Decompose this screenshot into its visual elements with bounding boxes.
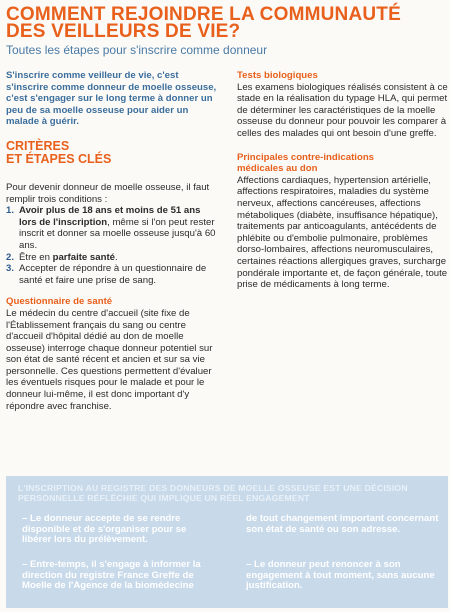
- step-bold: Avoir plus de 18 ans et moins de 51 ans lors de l'inscription: [19, 205, 201, 228]
- engagement-box: [6, 476, 448, 608]
- contraindications-heading: [237, 152, 449, 175]
- engagement-item-1: – Le donneur accepte de se rendre disponible et de s'organiser pour se libérer lors du prélèvement.: [22, 513, 187, 546]
- list-item: [6, 263, 218, 286]
- list-item: [6, 205, 218, 251]
- contraindications-heading-line-2: médicales au don: [237, 163, 318, 175]
- engagement-item-2: – Entre-temps, il s'engage à informer la direction du registre France Greffe de Moelle de l'Agence de la biomédecine: [22, 559, 201, 592]
- list-item: [6, 252, 218, 264]
- left-column: [6, 70, 218, 424]
- criteria-list: [6, 205, 218, 286]
- step-text: Être en: [19, 251, 53, 263]
- step-text: Accepter de répondre à un questionnaire de santé et faire une prise de sang.: [19, 263, 207, 286]
- questionnaire-text: Le médecin du centre d'accueil (site fixe de l'Établissement français du sang ou centre d'accueil d'hôpital dédié au don de moelle osseuse) interroge chaque donneur potentiel sur son état de santé récent et ancien et sur sa vie personnelle. Ces questions permettent d'évaluer les éventuels risques pour le malade et pour le donneur lui-même, il est donc important d'y répondre avec franchise.: [6, 307, 213, 412]
- contraindications-text: Affections cardiaques, hypertension artérielle, affections respiratoires, maladies du système nerveux, affections cancéreuses, affections métaboliques (diabète, insuffisance hépatique), traitements par anticoagulants, antécédents de phlébite ou d'embolie pulmonaire, problèmes dorso-lombaires, affections neuromusculaires, certaines réactions allergiques graves, surcharge pondérale importante et, de façon générale, toute prise de médicaments à long terme.: [237, 174, 448, 291]
- tests-heading: Tests biologiques: [237, 70, 318, 81]
- article-header: [6, 6, 446, 57]
- step-number: 1.: [6, 205, 15, 217]
- questionnaire-heading: Questionnaire de santé: [6, 296, 113, 308]
- title-line-2: DES VEILLEURS DE VIE?: [6, 21, 241, 42]
- engagement-item-4: – Le donneur peut renoncer à son engagement à tout moment, sans aucune justification.: [246, 559, 435, 592]
- criteria-title-line-1: CRITÈRES: [6, 138, 70, 153]
- intro-paragraph: S'inscrire comme veilleur de vie, c'est s'inscrire comme donneur de moelle osseuse, c'est s'engager sur le long terme à donner un peu de sa moelle osseuse pour aider un malade à guérir.: [6, 70, 217, 128]
- engagement-item-3: de tout changement important concernant son état de santé ou son adresse.: [246, 513, 439, 535]
- right-column: [237, 70, 449, 303]
- step-text: , même si l'on peut rester inscrit et donner sa moelle osseuse jusqu'à 60 ans.: [19, 216, 216, 251]
- page-title: [6, 6, 446, 40]
- criteria-title-line-2: ET ÉTAPES CLÉS: [6, 151, 112, 166]
- page-subtitle: Toutes les étapes pour s'inscrire comme donneur: [6, 43, 268, 57]
- criteria-lead: Pour devenir donneur de moelle osseuse, il faut remplir trois conditions :: [6, 181, 210, 205]
- tests-text: Les examens biologiques réalisés consistent à ce stade en la réalisation du typage HLA, qui permet de déterminer les caractéristiques de la moelle osseuse du donneur pour pouvoir les comparer à celles des malades qui ont besoin d'une greffe.: [237, 81, 448, 139]
- criteria-title: [6, 140, 218, 166]
- step-text: .: [115, 251, 118, 263]
- title-line-1: COMMENT REJOINDRE LA COMMUNAUTÉ: [6, 4, 401, 25]
- engagement-heading: L'INSCRIPTION AU REGISTRE DES DONNEURS DE MOELLE OSSEUSE EST UNE DÉCISION PERSONNELLE RÉFLÉCHIE QUI IMPLIQUE UN RÉEL ENGAGEMENT: [18, 483, 408, 503]
- contraindications-heading-line-1: Principales contre-indications: [237, 151, 375, 163]
- step-number: 2.: [6, 251, 15, 263]
- step-bold: parfaite santé: [52, 251, 115, 263]
- step-number: 3.: [6, 263, 15, 275]
